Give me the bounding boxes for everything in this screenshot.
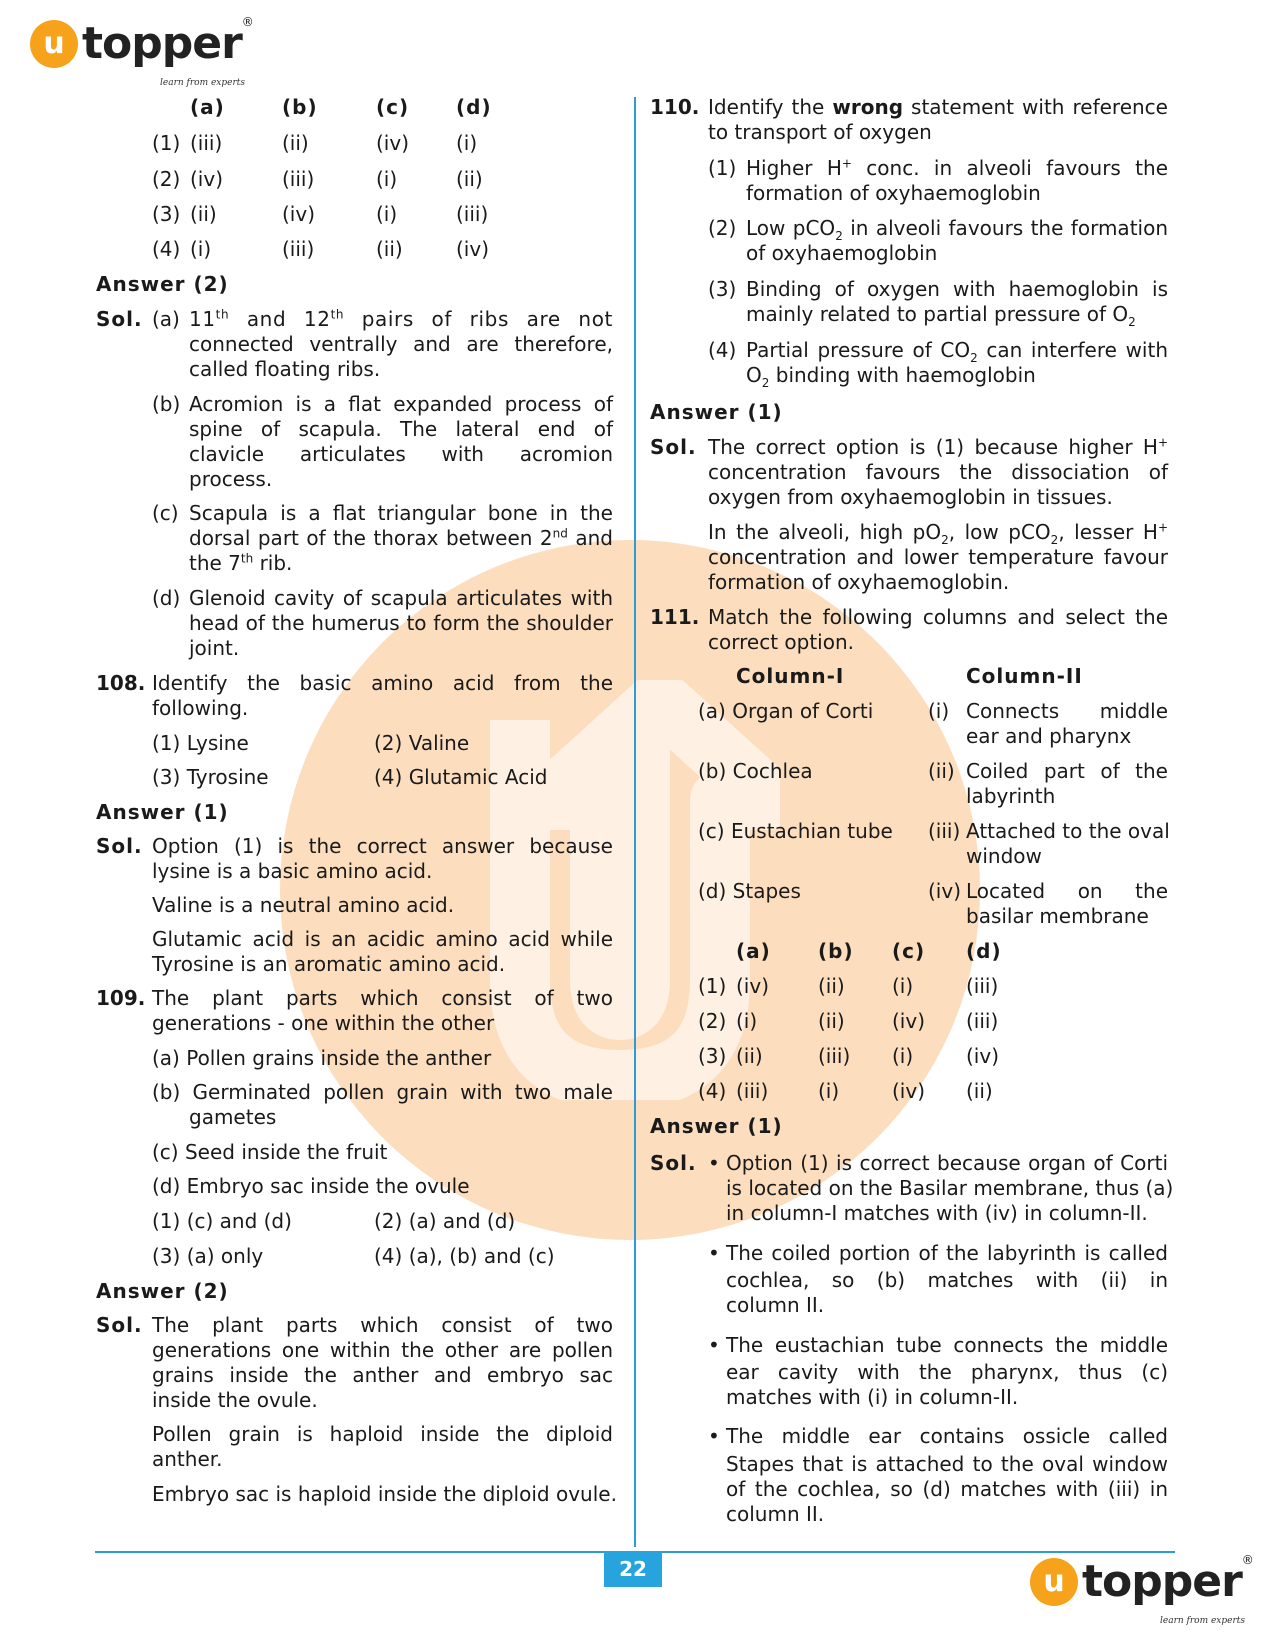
footer-logo xyxy=(1030,1553,1254,1626)
q111-option-a: (ii) xyxy=(736,1044,763,1068)
q111-sol-b1-line2: is located on the Basilar membrane, thus (a) xyxy=(726,1176,1174,1200)
q110-option1-line1: Higher H+ conc. in alveoli favours the xyxy=(746,156,1169,180)
q108-number: 108. xyxy=(96,671,146,695)
q111-sol-b3-line1: The eustachian tube connects the middle xyxy=(726,1333,1168,1357)
q109-item-a: (a) Pollen grains inside the anther xyxy=(152,1046,492,1070)
q108-option-1: (1) Lysine xyxy=(152,731,249,755)
q109-item-d: (d) Embryo sac inside the ovule xyxy=(152,1174,470,1198)
q107-sol-b-line3: clavicle articulates with acromion xyxy=(189,442,613,466)
q109-sol-line1: The plant parts which consist of two xyxy=(152,1313,613,1337)
q107-sol-b-line4: process. xyxy=(189,467,273,491)
q111-right-line2: window xyxy=(966,844,1042,868)
q110-option4-label: (4) xyxy=(708,338,737,362)
logo-registered: ® xyxy=(1241,1553,1254,1567)
q111-sol-b3-line2: ear cavity with the pharynx, thus (c) xyxy=(726,1360,1168,1384)
q109-option-3: (3) (a) only xyxy=(152,1244,264,1268)
q110-option3-label: (3) xyxy=(708,277,737,301)
q110-sol-line2: concentration favours the dissociation of xyxy=(708,460,1168,484)
logo-word: topper xyxy=(1082,1556,1242,1607)
q111-right-num: (iii) xyxy=(928,819,961,843)
q111-right-line2: labyrinth xyxy=(966,784,1056,808)
q111-left-item: (c) Eustachian tube xyxy=(698,819,893,843)
q107-sol-c-label: (c) xyxy=(152,501,179,525)
q107-sol-a-label: (a) xyxy=(152,307,180,331)
q111-header-a: (a) xyxy=(736,939,771,963)
q111-left-item: (a) Organ of Corti xyxy=(698,699,874,723)
q109-answer: Answer (2) xyxy=(96,1279,229,1303)
q111-sol-b1-line3: in column-I matches with (iv) in column-II. xyxy=(726,1201,1148,1225)
q111-column1-heading: Column-I xyxy=(736,664,845,688)
q107-option-num: (4) xyxy=(152,237,181,261)
q107-sol-a-line3: called floating ribs. xyxy=(189,357,381,381)
q109-question-line1: The plant parts which consist of two xyxy=(152,986,613,1010)
q107-sol-b-line1: Acromion is a flat expanded process of xyxy=(189,392,613,416)
watermark-logo xyxy=(280,540,980,1240)
q111-sol-b1-line1: Option (1) is correct because organ of Corti xyxy=(726,1151,1168,1175)
q110-option2-line2: of oxyhaemoglobin xyxy=(746,241,938,265)
q107-option-b: (iii) xyxy=(282,237,315,261)
q111-option-a: (iii) xyxy=(736,1079,769,1103)
q107-option-num: (3) xyxy=(152,202,181,226)
logo-word: topper xyxy=(82,18,242,69)
q107-option-a: (iii) xyxy=(190,131,223,155)
q107-option-b: (ii) xyxy=(282,131,309,155)
logo-u-icon: u xyxy=(1030,1558,1078,1606)
q107-option-c: (ii) xyxy=(376,237,403,261)
q110-option3-line2: mainly related to partial pressure of $O_2$ xyxy=(746,302,1136,329)
q107-option-d: (ii) xyxy=(456,167,483,191)
q111-left-item: (b) Cochlea xyxy=(698,759,813,783)
q107-header-d: (d) xyxy=(456,95,492,119)
q109-question-line2: generations - one within the other xyxy=(152,1011,495,1035)
q108-sol-line1: Option (1) is the correct answer because xyxy=(152,834,613,858)
q109-option-1: (1) (c) and (d) xyxy=(152,1209,292,1233)
q111-option-num: (2) xyxy=(698,1009,727,1033)
q111-sol-b2-line2: cochlea, so (b) matches with (ii) in xyxy=(726,1268,1168,1292)
q108-sol-label: Sol. xyxy=(96,834,143,858)
q111-option-a: (iv) xyxy=(736,974,769,998)
q111-sol-label: Sol. xyxy=(650,1151,697,1175)
q108-option-2: (2) Valine xyxy=(374,731,470,755)
logo-tagline: learn from experts xyxy=(160,78,246,88)
q111-question-line2: correct option. xyxy=(708,630,854,654)
q107-option-a: (ii) xyxy=(190,202,217,226)
q110-option1-label: (1) xyxy=(708,156,737,180)
q111-option-c: (i) xyxy=(892,1044,914,1068)
q107-option-a: (i) xyxy=(190,237,212,261)
q110-option1-line2: formation of oxyhaemoglobin xyxy=(746,181,1041,205)
q111-option-d: (iv) xyxy=(966,1044,999,1068)
q107-option-num: (2) xyxy=(152,167,181,191)
q109-option-4: (4) (a), (b) and (c) xyxy=(374,1244,555,1268)
q110-sol-line1: The correct option is (1) because higher H+ xyxy=(708,435,1168,459)
q110-number: 110. xyxy=(650,95,700,119)
q111-option-num: (3) xyxy=(698,1044,727,1068)
q111-right-num: (ii) xyxy=(928,759,955,783)
bullet-icon: • xyxy=(708,1241,720,1265)
q107-option-d: (i) xyxy=(456,131,478,155)
header-logo xyxy=(30,15,254,88)
q107-option-b: (iii) xyxy=(282,167,315,191)
q108-option-3: (3) Tyrosine xyxy=(152,765,269,789)
q111-right-num: (iv) xyxy=(928,879,961,903)
q109-item-c: (c) Seed inside the fruit xyxy=(152,1140,388,1164)
q107-option-b: (iv) xyxy=(282,202,315,226)
q110-option2-line1: Low pCO$_2$ in alveoli favours the formation xyxy=(746,216,1169,243)
q111-option-b: (i) xyxy=(818,1079,840,1103)
q111-option-num: (4) xyxy=(698,1079,727,1103)
q107-sol-c-line2: dorsal part of the thorax between 2nd and xyxy=(189,526,613,550)
q111-option-c: (iv) xyxy=(892,1079,925,1103)
q107-option-c: (iv) xyxy=(376,131,409,155)
q111-right-line1: Connects middle xyxy=(966,699,1168,723)
q108-sol-line2: lysine is a basic amino acid. xyxy=(152,859,433,883)
q107-sol-d-line2: head of the humerus to form the shoulder xyxy=(189,611,613,635)
q107-option-c: (i) xyxy=(376,202,398,226)
q111-answer: Answer (1) xyxy=(650,1114,783,1138)
q110-answer: Answer (1) xyxy=(650,400,783,424)
q111-right-num: (i) xyxy=(928,699,950,723)
q111-sol-b2-line1: The coiled portion of the labyrinth is called xyxy=(726,1241,1168,1265)
q111-option-c: (iv) xyxy=(892,1009,925,1033)
q111-right-line1: Attached to the oval xyxy=(966,819,1170,843)
q111-right-line2: basilar membrane xyxy=(966,904,1149,928)
q111-right-line1: Located on the xyxy=(966,879,1168,903)
q108-question-line1: Identify the basic amino acid from the xyxy=(152,671,613,695)
q109-option-2: (2) (a) and (d) xyxy=(374,1209,516,1233)
q110-question-line2: to transport of oxygen xyxy=(708,120,932,144)
q107-sol-a-line1: 11th and 12th pairs of ribs are not xyxy=(189,307,613,331)
q111-left-item: (d) Stapes xyxy=(698,879,801,903)
q111-header-b: (b) xyxy=(818,939,854,963)
q109-sol-line2: generations one within the other are pollen xyxy=(152,1338,613,1362)
q111-number: 111. xyxy=(650,605,700,629)
q111-sol-b3-line3: matches with (i) in column-II. xyxy=(726,1385,1019,1409)
q111-option-d: (iii) xyxy=(966,974,999,998)
q111-right-line2: ear and pharynx xyxy=(966,724,1132,748)
logo-u-icon: u xyxy=(30,20,78,68)
q107-sol-b-line2: spine of scapula. The lateral end of xyxy=(189,417,613,441)
q108-answer: Answer (1) xyxy=(96,800,229,824)
q111-sol-b4-line3: of the cochlea, so (d) matches with (iii) in xyxy=(726,1477,1168,1501)
q110-sol-line6: formation of oxyhaemoglobin. xyxy=(708,570,1010,594)
q111-option-d: (iii) xyxy=(966,1009,999,1033)
q110-option3-line1: Binding of oxygen with haemoglobin is xyxy=(746,277,1168,301)
q108-sol-line3: Valine is a neutral amino acid. xyxy=(152,893,455,917)
q107-sol-d-line1: Glenoid cavity of scapula articulates with xyxy=(189,586,613,610)
q111-sol-b2-line3: column II. xyxy=(726,1293,825,1317)
q107-option-num: (1) xyxy=(152,131,181,155)
q108-sol-line4: Glutamic acid is an acidic amino acid while xyxy=(152,927,613,951)
q107-header-b: (b) xyxy=(282,95,318,119)
q111-option-d: (ii) xyxy=(966,1079,993,1103)
q108-question-line2: following. xyxy=(152,696,249,720)
q107-header-c: (c) xyxy=(376,95,410,119)
q109-sol-label: Sol. xyxy=(96,1313,143,1337)
q111-option-b: (ii) xyxy=(818,1009,845,1033)
logo-registered: ® xyxy=(241,15,254,29)
q107-sol-c-line3: the 7th rib. xyxy=(189,551,293,575)
q110-option4-line1: Partial pressure of $CO_2$ can interfere with xyxy=(746,338,1168,365)
q111-option-a: (i) xyxy=(736,1009,758,1033)
page-number: 22 xyxy=(604,1551,662,1587)
q111-header-d: (d) xyxy=(966,939,1002,963)
q107-sol-b-label: (b) xyxy=(152,392,181,416)
q107-option-c: (i) xyxy=(376,167,398,191)
q110-sol-line5: concentration and lower temperature favour xyxy=(708,545,1168,569)
q107-sol-c-line1: Scapula is a flat triangular bone in the xyxy=(189,501,613,525)
q107-sol-label: Sol. xyxy=(96,307,143,331)
q111-sol-b4-line4: column II. xyxy=(726,1502,825,1526)
q108-sol-line5: Tyrosine is an aromatic amino acid. xyxy=(152,952,506,976)
q111-column2-heading: Column-II xyxy=(966,664,1083,688)
q111-question-line1: Match the following columns and select the xyxy=(708,605,1168,629)
q107-option-a: (iv) xyxy=(190,167,223,191)
q107-header-a: (a) xyxy=(190,95,225,119)
q110-sol-label: Sol. xyxy=(650,435,697,459)
q109-item-b-line1: (b) Germinated pollen grain with two male xyxy=(152,1080,613,1104)
q109-number: 109. xyxy=(96,986,146,1010)
q107-sol-d-label: (d) xyxy=(152,586,181,610)
q107-sol-a-line2: connected ventrally and are therefore, xyxy=(189,332,613,356)
q107-option-d: (iv) xyxy=(456,237,489,261)
q110-sol-line3: oxygen from oxyhaemoglobin in tissues. xyxy=(708,485,1113,509)
q111-sol-b4-line1: The middle ear contains ossicle called xyxy=(726,1424,1168,1448)
logo-tagline: learn from experts xyxy=(1160,1616,1246,1626)
q111-option-b: (ii) xyxy=(818,974,845,998)
q107-answer: Answer (2) xyxy=(96,272,229,296)
q109-sol-line5: Pollen grain is haploid inside the diploid xyxy=(152,1422,613,1446)
q107-sol-d-line3: joint. xyxy=(189,636,240,660)
q107-option-d: (iii) xyxy=(456,202,489,226)
q110-question-line1: Identify the wrong statement with reference xyxy=(708,95,1168,119)
q110-sol-line4: In the alveoli, high $pO_2$, low pCO$_2$, lesser H+ xyxy=(708,520,1169,547)
bullet-icon: • xyxy=(708,1424,720,1448)
q109-sol-line4: inside the ovule. xyxy=(152,1388,318,1412)
q111-option-num: (1) xyxy=(698,974,727,998)
q109-sol-line3: grains inside the anther and embryo sac xyxy=(152,1363,613,1387)
q111-sol-b4-line2: Stapes that is attached to the oval window xyxy=(726,1452,1168,1476)
q111-option-c: (i) xyxy=(892,974,914,998)
q109-sol-line7: Embryo sac is haploid inside the diploid ovule. xyxy=(152,1482,617,1506)
q109-sol-line6: anther. xyxy=(152,1447,223,1471)
q111-right-line1: Coiled part of the xyxy=(966,759,1168,783)
bullet-icon: • xyxy=(708,1151,720,1175)
q110-option2-label: (2) xyxy=(708,216,737,240)
bullet-icon: • xyxy=(708,1333,720,1357)
q109-item-b-line2: gametes xyxy=(189,1105,277,1129)
q111-option-b: (iii) xyxy=(818,1044,851,1068)
q108-option-4: (4) Glutamic Acid xyxy=(374,765,548,789)
q111-header-c: (c) xyxy=(892,939,926,963)
q110-option4-line2: $O_2$ binding with haemoglobin xyxy=(746,363,1036,390)
column-divider xyxy=(634,97,636,1547)
